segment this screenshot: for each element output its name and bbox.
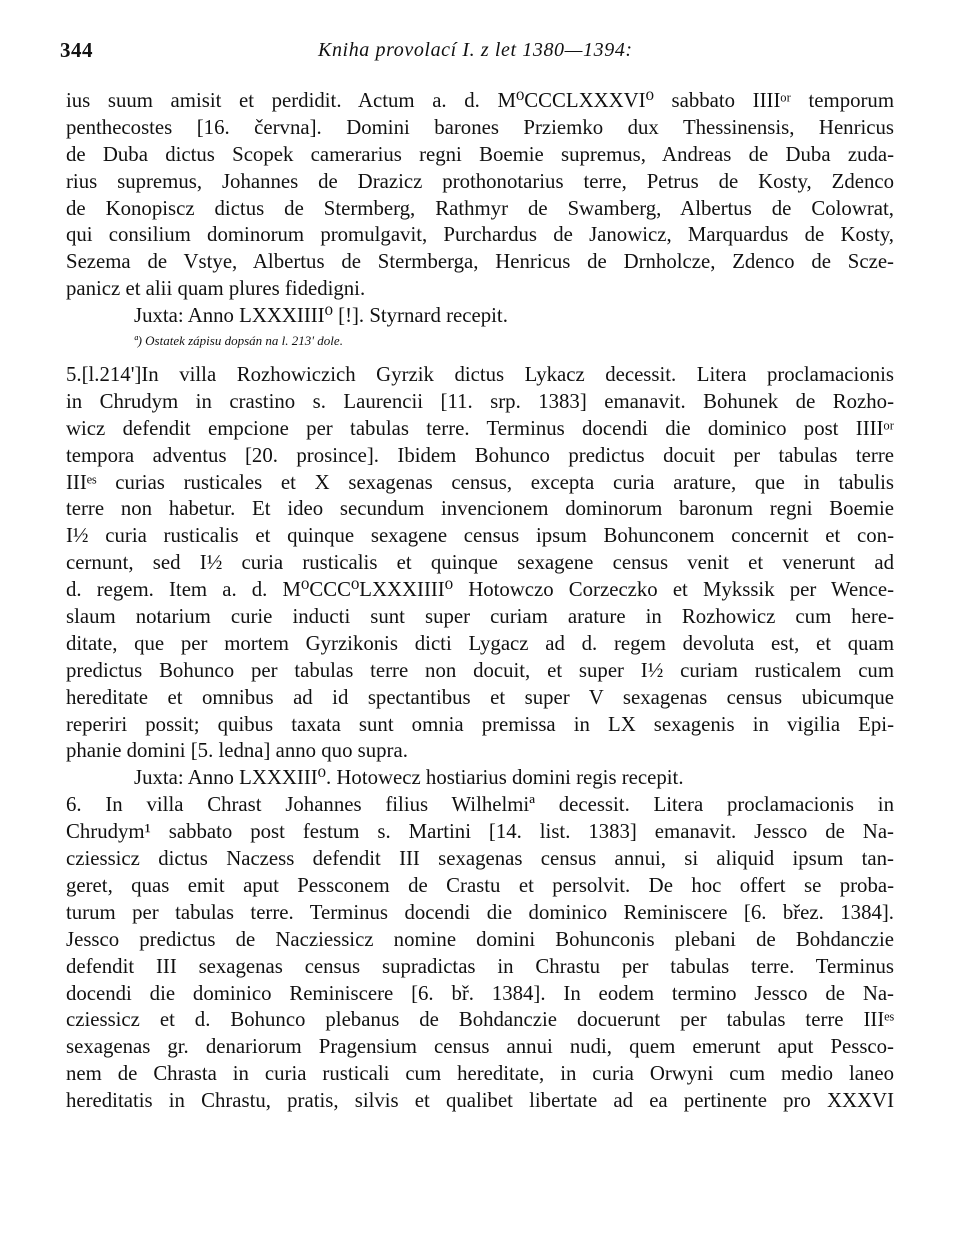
- text-line: wicz defendit empcione per tabulas terre. Terminus docendi die dominico post IIIIᵒʳ: [66, 416, 894, 440]
- text-line: ius suum amisit et perdidit. Actum a. d. M⁰CCCLXXXVI⁰ sabbato IIIIᵒʳ temporum: [66, 89, 894, 112]
- text-line: de Duba dictus Scopek camerarius regni Boemie supremus, Andreas de Duba zuda-: [66, 142, 894, 166]
- text-line: in Chrudym in crastino s. Laurencii [11. srp. 1383] emanavit. Bohunek de Rozho-: [66, 389, 894, 413]
- text-line: Jessco predictus de Nacziessicz nomine domini Bohunconis plebani de Bohdanczie: [66, 927, 894, 951]
- text-body: [66, 88, 894, 1115]
- text-line: docendi die dominico Reminiscere [6. bř. 1384]. In eodem termino Jessco de Na-: [66, 981, 894, 1005]
- text-line: qui consilium dominorum promulgavit, Purchardus de Janowicz, Marquardus de Kosty,: [66, 223, 894, 247]
- text-line: hereditatis in Chrastu, pratis, silvis et qualibet libertate ad ea pertinente pro XXXVI: [66, 1089, 894, 1113]
- footnote-line: ª) Ostatek zápisu dopsán na l. 213' dole.: [134, 333, 343, 349]
- text-line: rius supremus, Johannes de Drazicz prothonotarius terre, Petrus de Kosty, Zdenco: [66, 169, 894, 193]
- text-line: cziessicz dictus Naczess defendit III sexagenas census annui, si aliquid ipsum tan-: [66, 847, 894, 871]
- text-line: turum per tabulas terre. Terminus docendi die dominico Reminiscere [6. břez. 1384].: [66, 900, 894, 924]
- text-line: de Konopiscz dictus de Stermberg, Rathmyr de Swamberg, Albertus de Colowrat,: [66, 196, 894, 220]
- text-line: I½ curia rusticalis et quinque sexagene census ipsum Bohunconem concernit et con-: [66, 524, 894, 548]
- text-line: defendit III sexagenas census supradictas in Chrastu per tabulas terre. Terminus: [66, 954, 894, 978]
- text-line: IIIᵉˢ curias rusticales et X sexagenas census, excepta curia arature, que in tabulis: [66, 470, 894, 494]
- text-line: tempora adventus [20. prosince]. Ibidem Bohunco predictus docuit per tabulas terre: [66, 443, 894, 467]
- text-line: reperiri possit; quibus taxata sunt omnia premissa in LX sexagenis in vigilia Epi-: [66, 712, 894, 736]
- text-line: 6. In villa Chrast Johannes filius Wilhelmiª decessit. Litera proclamacionis in: [66, 793, 894, 817]
- text-line: d. regem. Item a. d. M⁰CCC⁰LXXXIIII⁰ Hotowczo Corzeczko et Mykssik per Wence-: [66, 578, 894, 602]
- running-head: Kniha provolací I. z let 1380—1394:: [318, 39, 633, 61]
- text-line: terre non habetur. Et ideo secundum invencionem dominorum baronum regni Boemie: [66, 497, 894, 521]
- text-line: nem de Chrasta in curia rusticali cum hereditate, in curia Orwyni cum medio laneo: [66, 1062, 894, 1086]
- text-line: predictus Bohunco per tabulas terre non docuit, et super I½ curiam rusticalem cum: [66, 658, 894, 682]
- text-line: cernunt, sed I½ curia rusticalis et quinque sexagene census venit et venerunt ad: [66, 551, 894, 575]
- text-line: Sezema de Vstye, Albertus de Stermberga, Henricus de Drnholcze, Zdenco de Scze-: [66, 250, 894, 274]
- page-header: [60, 38, 900, 68]
- text-line: phanie domini [5. ledna] anno quo supra.: [66, 739, 408, 763]
- section-gap: [66, 352, 894, 362]
- text-line: panicz et alii quam plures fidedigni.: [66, 277, 366, 301]
- text-line: penthecostes [16. června]. Domini barones Prziemko dux Thessinensis, Henricus: [66, 115, 894, 139]
- text-line: Juxta: Anno LXXXIIII⁰ [!]. Styrnard recepit.: [134, 304, 508, 328]
- text-line: hereditate et omnibus ad id spectantibus et super V sexagenas census ubicumque: [66, 685, 894, 709]
- text-line: ditate, que per mortem Gyrzikonis dicti Lygacz ad d. regem devoluta est, et quam: [66, 631, 894, 655]
- text-line: 5.[l.214']In villa Rozhowiczich Gyrzik dictus Lykacz decessit. Litera proclamacionis: [66, 363, 894, 387]
- text-line: sexagenas gr. denariorum Pragensium census annui nudi, quem emerunt aput Pessco-: [66, 1035, 894, 1059]
- text-line: Chrudym¹ sabbato post festum s. Martini [14. list. 1383] emanavit. Jessco de Na-: [66, 820, 894, 844]
- text-line: cziessicz et d. Bohunco plebanus de Bohdanczie docuerunt per tabulas terre IIIᵉˢ: [66, 1008, 894, 1032]
- page-number: 344: [60, 38, 93, 62]
- text-line: slaum notarium curie inducti sunt super curiam arature in Rozhowicz cum here-: [66, 605, 894, 629]
- text-line: geret, quas emit aput Pessconem de Crastu et persolvit. De hoc offert se proba-: [66, 873, 894, 897]
- text-line: Juxta: Anno LXXXIII⁰. Hotowecz hostiarius domini regis recepit.: [134, 766, 684, 790]
